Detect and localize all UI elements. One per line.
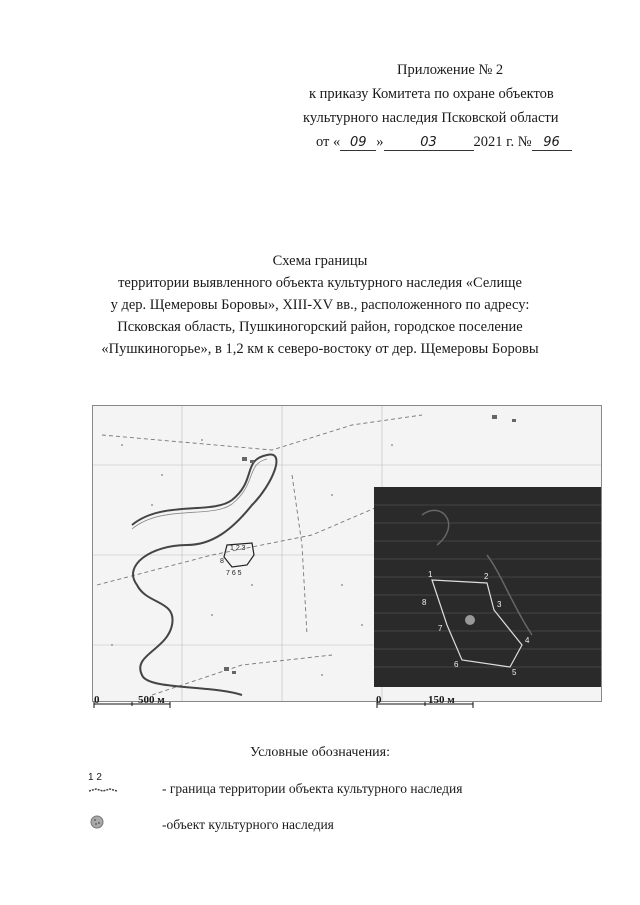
inset-label-5: 5: [512, 668, 517, 677]
inset-label-2: 2: [484, 572, 489, 581]
handwritten-order-number: 96: [532, 136, 572, 151]
handwritten-month: 03: [384, 136, 474, 151]
order-reference: к приказу Комитета по охране объектов: [309, 86, 554, 102]
right-scale-zero: 0: [376, 694, 382, 706]
right-scale-bar: [375, 702, 475, 716]
topographic-map: [92, 405, 602, 702]
date-quote: »: [376, 134, 384, 150]
inset-label-7: 7: [438, 624, 443, 633]
legend-title: Условные обозначения:: [249, 745, 391, 760]
date-year-number: 2021 г. №: [473, 134, 532, 150]
order-date-line: [316, 134, 572, 151]
boundary-legend-text: - граница территории объекта культурного наследия: [162, 781, 463, 796]
inset-label-8: 8: [422, 598, 427, 607]
scheme-subtitle-4: «Пушкиногорье», в 1,2 км к северо-востоку от дер. Щемеровы Боровы: [101, 341, 539, 357]
boundary-symbol: [88, 772, 128, 798]
object-legend-icon: [90, 815, 104, 829]
map-points-upper: 1 2 3: [230, 545, 246, 552]
left-scale-zero: 0: [94, 694, 100, 706]
scheme-subtitle-2: у дер. Щемеровы Боровы», XIII-XV вв., расположенного по адресу:: [110, 297, 530, 313]
scheme-title: Схема границы: [272, 253, 368, 269]
inset-label-3: 3: [497, 600, 502, 609]
right-scale-label: 150 м: [428, 694, 455, 706]
object-legend-text: -объект культурного наследия: [162, 817, 334, 832]
committee-region: культурного наследия Псковской области: [303, 110, 559, 126]
boundary-line-icon: [88, 786, 118, 794]
inset-label-4: 4: [525, 636, 530, 645]
inset-label-1: 1: [428, 570, 433, 579]
map-drawing: [92, 405, 602, 702]
left-scale-label: 500 м: [138, 694, 165, 706]
handwritten-day: 09: [340, 136, 376, 151]
date-prefix: от «: [316, 134, 341, 150]
scheme-subtitle-3: Псковская область, Пушкиногорский район, городское поселение: [117, 319, 523, 335]
map-points-lower: 7 6 5: [226, 570, 242, 577]
boundary-symbol-numbers: 1 2: [88, 772, 102, 783]
object-marker: [465, 615, 475, 625]
appendix-number: Приложение № 2: [397, 62, 504, 78]
aerial-inset: [374, 487, 602, 687]
inset-label-6: 6: [454, 660, 459, 669]
map-point-8: 8: [220, 558, 224, 565]
scheme-subtitle-1: территории выявленного объекта культурного наследия «Селище: [118, 275, 522, 291]
